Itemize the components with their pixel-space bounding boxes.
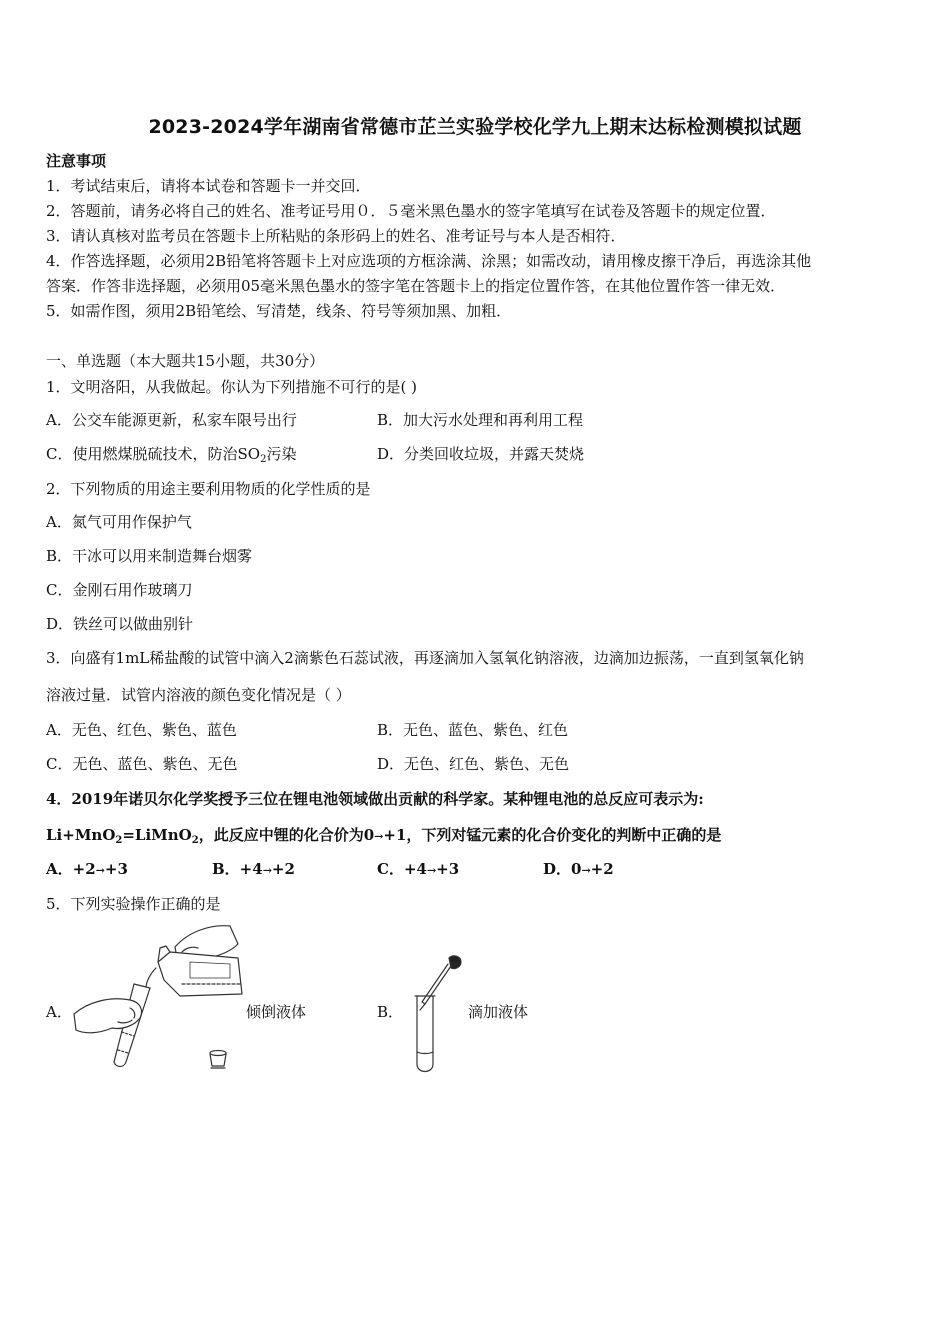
question-5-option-a-caption: 倾倒液体	[246, 1003, 307, 1021]
question-4-stem-line-1: 4．2019年诺贝尔化学奖授予三位在锂电池领域做出贡献的科学家。某种锂电池的总反应可表示为:	[46, 790, 704, 808]
notice-item-4-cont: 答案．作答非选择题，必须用05毫米黑色墨水的签字笔在答题卡上的指定位置作答，在其他位置作答一律无效．	[46, 277, 786, 295]
question-3-option-d: D．无色、红色、紫色、无色	[377, 755, 570, 773]
question-1-option-d: D．分类回收垃圾，并露天焚烧	[377, 445, 585, 463]
question-4-option-b: B．+4→+2	[212, 860, 295, 878]
question-1-stem: 1．文明洛阳，从我做起。你认为下列措施不可行的是( )	[46, 378, 418, 396]
question-2-option-d: D．铁丝可以做曲别针	[46, 615, 194, 633]
section-heading: 一、单选题（本大题共15小题，共30分）	[46, 352, 325, 370]
question-4-option-d: D．0→+2	[543, 860, 614, 878]
pouring-liquid-illustration	[70, 922, 245, 1077]
dropping-liquid-illustration	[405, 952, 470, 1077]
notice-item-5: 5．如需作图，须用2B铅笔绘、写清楚，线条、符号等须加黑、加粗．	[46, 302, 512, 320]
question-1-option-c: C．使用燃煤脱硫技术，防治$SO_2$污染	[46, 445, 297, 465]
question-4-option-a: A．+2→+3	[46, 860, 128, 878]
question-3-stem-line-1: 3．向盛有1mL稀盐酸的试管中滴入2滴紫色石蕊试液，再逐滴加入氢氧化钠溶液，边滴加边振荡，一直到氢氧化钠	[46, 649, 804, 667]
notice-item-1: 1．考试结束后，请将本试卷和答题卡一并交回．	[46, 177, 371, 195]
question-2-stem: 2．下列物质的用途主要利用物质的化学性质的是	[46, 480, 371, 498]
question-3-option-b: B．无色、蓝色、紫色、红色	[377, 721, 569, 739]
question-1-option-b: B．加大污水处理和再利用工程	[377, 411, 584, 429]
question-2-option-c: C．金刚石用作玻璃刀	[46, 581, 193, 599]
question-3-option-a: A．无色、红色、紫色、蓝色	[46, 721, 237, 739]
notice-item-4: 4．作答选择题，必须用2B铅笔将答题卡上对应选项的方框涂满、涂黑；如需改动，请用橡皮擦干净后，再选涂其他	[46, 252, 812, 270]
page-title: 2023-2024学年湖南省常德市芷兰实验学校化学九上期末达标检测模拟试题	[148, 116, 802, 138]
question-3-option-c: C．无色、蓝色、紫色、无色	[46, 755, 238, 773]
notice-item-3: 3．请认真核对监考员在答题卡上所粘贴的条形码上的姓名、准考证号与本人是否相符．	[46, 227, 626, 245]
question-2-option-b: B．干冰可以用来制造舞台烟雾	[46, 547, 253, 565]
question-5-stem: 5．下列实验操作正确的是	[46, 895, 221, 913]
notice-item-2: 2．答题前，请务必将自己的姓名、准考证号用０．５毫米黑色墨水的签字笔填写在试卷及答题卡的规定位置．	[46, 202, 776, 220]
question-2-option-a: A．氮气可用作保护气	[46, 513, 192, 531]
question-4-option-c: C．+4→+3	[377, 860, 460, 878]
question-1-option-a: A．公交车能源更新，私家车限号出行	[46, 411, 297, 429]
question-5-option-b-label: B．	[377, 1003, 404, 1021]
question-5-option-b-caption: 滴加液体	[468, 1003, 529, 1021]
question-4-stem-line-2: Li+MnO$_2$=LiMnO$_2$，此反应中锂的化合价为0→+1，下列对锰元素的化合价变化的判断中正确的是	[46, 826, 722, 846]
question-3-stem-line-2: 溶液过量．试管内溶液的颜色变化情况是（ ）	[46, 686, 351, 704]
notice-heading: 注意事项	[46, 152, 107, 170]
question-5-option-a-label: A．	[46, 1003, 72, 1021]
